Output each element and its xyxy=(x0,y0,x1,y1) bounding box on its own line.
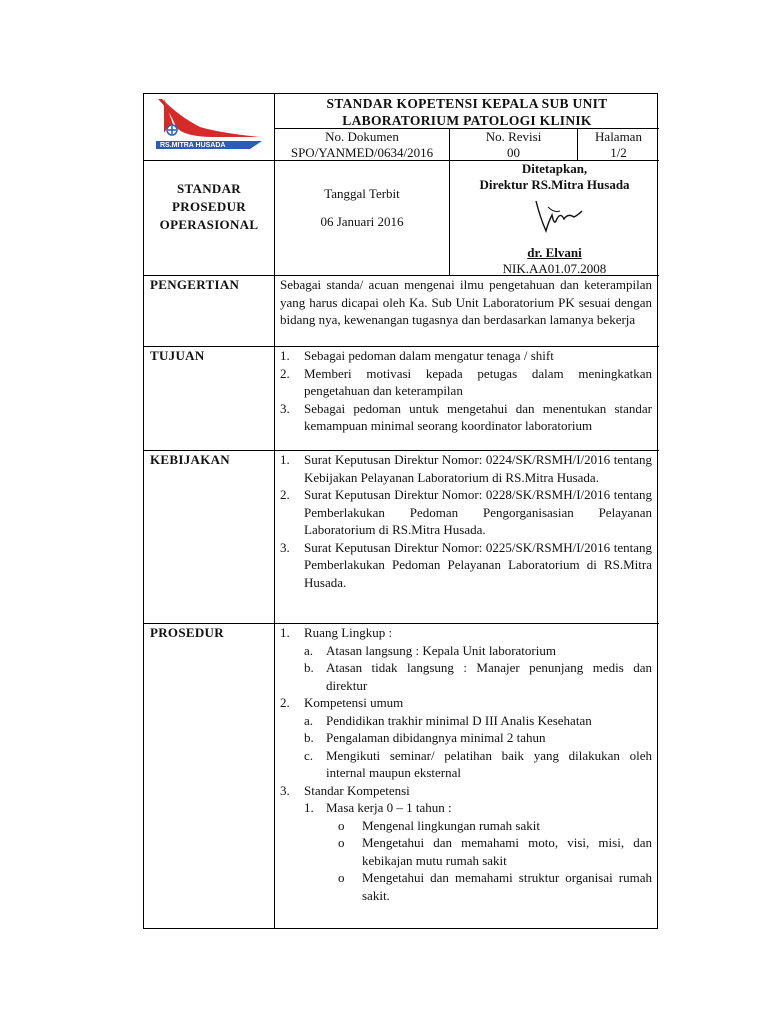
list-letter: a. xyxy=(304,642,314,658)
list-number: 3. xyxy=(280,539,290,555)
tanggal-value: 06 Januari 2016 xyxy=(320,214,404,229)
bullet: o xyxy=(338,870,345,885)
spo-line-1: STANDAR xyxy=(177,181,241,196)
list-text: Surat Keputusan Direktur Nomor: 0228/SK/RSMH/I/2016 tentang Pemberlakukan Pedoman Pengorganisasian Pelayanan Laboratorium di RS.Mitra Husada. xyxy=(304,487,652,537)
tanggal-cell xyxy=(275,186,449,230)
prosedur-label: PROSEDUR xyxy=(150,625,224,640)
document-title xyxy=(275,95,659,128)
spo-label xyxy=(144,180,274,234)
list-item xyxy=(280,624,652,642)
list-text: Mengetahui dan memahami struktur organisai rumah sakit. xyxy=(362,870,652,903)
hospital-logo xyxy=(150,97,268,157)
list-text: Pengalaman dibidangnya minimal 2 tahun xyxy=(326,730,546,745)
list-text: Sebagai pedoman untuk mengetahui dan menentukan standar kemampuan minimal seorang koordinator laboratorium xyxy=(304,400,652,433)
list-text: Surat Keputusan Direktur Nomor: 0224/SK/RSMH/I/2016 tentang Kebijakan Pelayanan Laboratorium di RS.Mitra Husada. xyxy=(304,452,652,485)
list-number: 3. xyxy=(280,400,290,416)
sop-document xyxy=(143,93,658,929)
list-item xyxy=(280,451,652,486)
list-number: 1. xyxy=(280,452,290,467)
list-item xyxy=(280,365,652,400)
list-number: 2. xyxy=(280,487,290,502)
list-number: 2. xyxy=(280,695,290,710)
logo-text: RS.MITRA HUSADA xyxy=(160,142,226,149)
spo-line-2: PROSEDUR xyxy=(172,199,246,214)
list-item xyxy=(280,694,652,712)
list-text: Kompetensi umum xyxy=(304,695,404,710)
list-item xyxy=(280,799,652,817)
list-item xyxy=(280,869,652,904)
list-text: Pendidikan trakhir minimal D III Analis Kesehatan xyxy=(326,712,592,728)
list-number: 1. xyxy=(280,348,290,363)
direktur-label: Direktur RS.Mitra Husada xyxy=(479,177,630,192)
list-number: 3. xyxy=(280,782,290,798)
list-text: Mengenal lingkungan rumah sakit xyxy=(362,817,540,833)
list-item xyxy=(280,539,652,592)
prosedur-list xyxy=(280,624,652,904)
list-letter: b. xyxy=(304,660,314,675)
list-text: Masa kerja 0 – 1 tahun : xyxy=(326,800,452,815)
pengertian-label: PENGERTIAN xyxy=(150,277,240,292)
list-item xyxy=(280,400,652,435)
kebijakan-list xyxy=(280,451,652,591)
list-letter: b. xyxy=(304,730,314,745)
tujuan-list xyxy=(280,347,652,435)
list-item xyxy=(280,347,652,365)
list-number: 2. xyxy=(280,365,290,381)
list-item xyxy=(280,834,652,869)
signer-name: dr. Elvani xyxy=(527,245,582,260)
list-item xyxy=(280,659,652,694)
list-text: Atasan langsung : Kepala Unit laboratorium xyxy=(326,642,556,658)
no-revisi-label: No. Revisi xyxy=(485,129,542,144)
no-revisi-value: 00 xyxy=(507,145,520,160)
halaman-label: Halaman xyxy=(595,129,642,144)
kebijakan-label: KEBIJAKAN xyxy=(150,452,230,467)
list-letter: a. xyxy=(304,712,314,728)
pengertian-text: Sebagai standa/ acuan mengenai ilmu pengetahuan dan keterampilan yang harus dicapai oleh Ka. Sub Unit Laboratorium PK sesuai dengan bidang nya, kewenangan tugasnya dan berdasarkan lamanya bekerja xyxy=(280,277,652,327)
title-line-2: LABORATORIUM PATOLOGI KLINIK xyxy=(342,113,592,128)
list-item xyxy=(280,712,652,730)
tujuan-label: TUJUAN xyxy=(150,348,205,363)
list-text: Mengetahui dan memahami moto, visi, misi, dan kebikajan mutu rumah sakit xyxy=(362,835,652,868)
list-letter: c. xyxy=(304,747,314,763)
list-text: Sebagai pedoman dalam mengatur tenaga / shift xyxy=(304,348,554,363)
bullet: o xyxy=(338,817,345,833)
list-item xyxy=(280,782,652,800)
no-dokumen-cell xyxy=(275,129,449,161)
list-item xyxy=(280,817,652,835)
title-line-1: STANDAR KOPETENSI KEPALA SUB UNIT xyxy=(326,96,608,111)
no-revisi-cell xyxy=(450,129,577,161)
ditetapkan-cell xyxy=(450,161,659,277)
list-text: Mengikuti seminar/ pelatihan baik yang dilakukan oleh internal maupun eksternal xyxy=(326,747,652,780)
no-dokumen-value: SPO/YANMED/0634/2016 xyxy=(290,145,434,160)
spo-line-3: OPERASIONAL xyxy=(159,217,259,232)
list-item xyxy=(280,747,652,782)
list-text: Surat Keputusan Direktur Nomor: 0225/SK/RSMH/I/2016 tentang Pemberlakukan Pedoman Pelayanan Laboratorium di RS.Mitra Husada. xyxy=(304,539,652,590)
list-number: 1. xyxy=(304,800,314,815)
halaman-cell xyxy=(578,129,659,161)
list-text: Standar Kompetensi xyxy=(304,782,410,798)
list-item xyxy=(280,486,652,539)
halaman-value: 1/2 xyxy=(610,145,627,160)
bullet: o xyxy=(338,835,345,850)
signer-nik: NIK.AA01.07.2008 xyxy=(502,261,607,276)
list-item xyxy=(280,642,652,660)
tanggal-label: Tanggal Terbit xyxy=(324,186,400,201)
list-text: Ruang Lingkup : xyxy=(304,625,393,640)
signature xyxy=(450,193,659,245)
list-text: Atasan tidak langsung : Manajer penunjang medis dan direktur xyxy=(326,660,652,693)
list-text: Memberi motivasi kepada petugas dalam meningkatkan pengetahuan dan keterampilan xyxy=(304,365,652,398)
list-item xyxy=(280,729,652,747)
ditetapkan-label: Ditetapkan, xyxy=(521,161,588,176)
list-number: 1. xyxy=(280,625,290,640)
no-dokumen-label: No. Dokumen xyxy=(325,129,399,144)
